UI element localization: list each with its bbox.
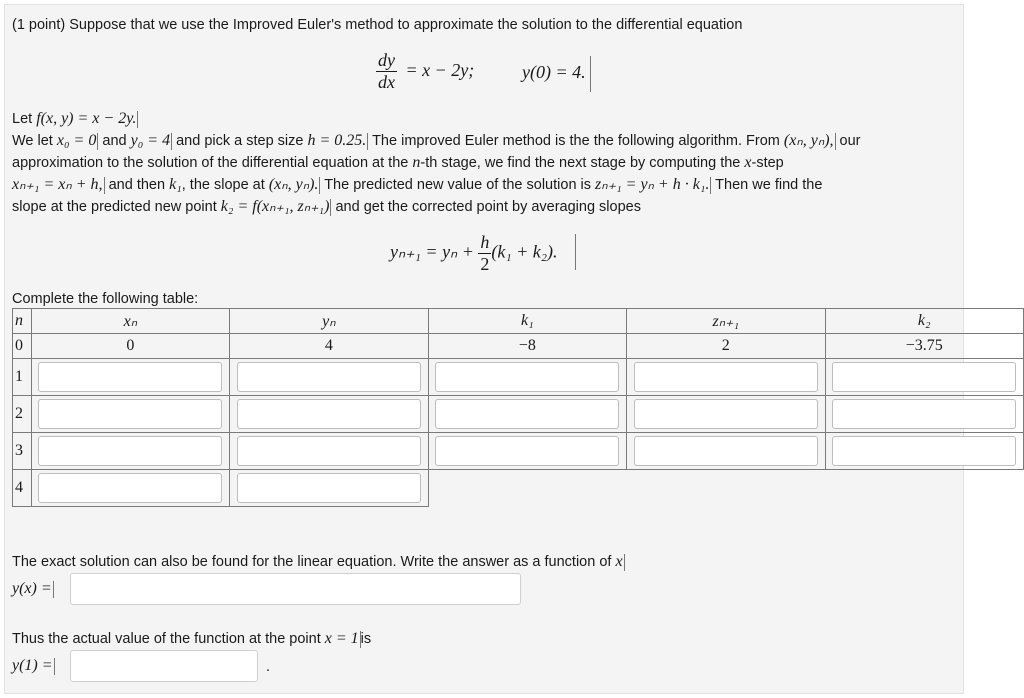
row1-k2-input[interactable] [832,362,1016,392]
and-text: and [102,133,127,149]
approximation-line [12,154,784,172]
row1-k1-cell [428,359,626,396]
table-instruction: Complete the following table: [12,291,199,307]
row4-yn-input[interactable] [237,473,421,503]
euler-table [12,308,1024,507]
row2-z-cell [627,396,825,433]
row1-k1-input[interactable] [435,362,619,392]
dy-numerator: dy [378,50,395,70]
initial-condition: y(0) = 4. [522,62,586,82]
row1-z-cell [627,359,825,396]
point-expr: (xₙ, yₙ). [268,176,319,193]
let-f-line [12,110,138,128]
row0-k2: −3.75 [825,334,1024,359]
row1-xn-cell [31,359,229,396]
row1-yn-input[interactable] [237,362,421,392]
row0-yn: 4 [230,334,428,359]
row0-k1: −8 [428,334,626,359]
header-z: zₙ₊₁ [627,309,825,334]
row3-xn-input[interactable] [38,436,222,466]
table-row [13,334,1024,359]
predicted-text: The predicted new value of the solution is [324,177,592,193]
period-mark: . [266,659,271,675]
update-rest: (k₁ + k₂). [491,241,558,262]
update-lhs: yₙ₊₁ = yₙ + [390,241,474,262]
row4-xn-cell [31,470,229,507]
points-label: (1 point) [12,17,66,33]
row3-z-input[interactable] [634,436,818,466]
yx-label-text: y(x) = [12,580,52,597]
row3-k2-cell [825,433,1024,470]
cursor-mark [97,133,98,150]
two-denominator: 2 [480,254,490,274]
dx-denominator: dx [378,72,395,92]
x0-expr: x₀ = 0 [56,132,97,149]
params-line [12,132,861,150]
cursor-mark [330,199,331,216]
row1-k2-cell [825,359,1024,396]
row3-k2-input[interactable] [832,436,1016,466]
intro-sentence: Suppose that we use the Improved Euler's method to approximate the solution to the differential equation [69,17,743,33]
row3-z-cell [627,433,825,470]
algorithm-line [12,176,822,194]
de-rhs: = x − 2y; [405,59,475,80]
header-yn: yₙ [230,309,428,334]
row0-n: 0 [13,334,32,359]
table-header-row [13,309,1024,334]
h-expr: h = 0.25. [307,132,367,149]
row2-yn-cell [230,396,428,433]
empty-cell [825,470,1024,507]
slope-line [12,198,641,216]
differential-equation [376,50,474,93]
row3-k1-input[interactable] [435,436,619,466]
approx-text: approximation to the solution of the differential equation at the [12,155,409,171]
step-text: -step [751,155,784,171]
cursor-mark [367,133,368,150]
cursor-mark [835,133,836,150]
header-k1: k₁ [428,309,626,334]
h-numerator: h [480,232,490,252]
intro-line [12,16,742,34]
cursor-mark [590,56,591,92]
k1-var: k₁ [169,176,182,193]
actual-value-input[interactable] [70,650,258,682]
x-var: x [615,553,623,570]
improved-text: The improved Euler method is the the following algorithm. From [372,133,780,149]
empty-cell [428,470,626,507]
cursor-mark [319,177,320,194]
x-next-expr: xₙ₊₁ = xₙ + h, [12,176,103,193]
empty-cell [627,470,825,507]
row4-xn-input[interactable] [38,473,222,503]
cursor-mark [171,133,172,150]
dy-dx-fraction [376,50,397,93]
is-text: is [360,631,372,647]
and-then-text: and then [108,177,166,193]
table-row [13,470,1024,507]
cursor-mark [54,658,55,675]
update-formula [390,232,558,275]
row2-xn-input[interactable] [38,399,222,429]
cursor-mark [624,554,625,571]
table-row [13,433,1024,470]
x-equals-one: x = 1 [324,630,359,647]
row0-xn: 0 [31,334,229,359]
row1-xn-input[interactable] [38,362,222,392]
table-row [13,359,1024,396]
our-text: our [839,133,861,149]
row0-z: 2 [627,334,825,359]
y1-label-text: y(1) = [12,657,53,674]
row2-k2-cell [825,396,1024,433]
header-xn: xₙ [31,309,229,334]
exact-text: The exact solution can also be found for the linear equation. Write the answer as a function of [12,554,612,570]
slope-text: slope at the predicted new point [12,199,217,215]
cursor-mark [575,234,576,270]
z-expr: zₙ₊₁ = yₙ + h · k₁. [595,176,710,193]
row2-n: 2 [13,396,32,433]
then-text: Then we find the [715,177,823,193]
yx-label [12,580,54,598]
slope-at-text: , the slope at [181,177,265,193]
row2-k1-input[interactable] [435,399,619,429]
corrected-text: and get the corrected point by averaging slopes [335,199,641,215]
row3-yn-input[interactable] [237,436,421,466]
y0-expr: y₀ = 4 [130,132,171,149]
n-var: n [412,154,421,171]
actual-text: Thus the actual value of the function at the point [12,631,321,647]
row3-k1-cell [428,433,626,470]
row2-yn-input[interactable] [237,399,421,429]
y1-label [12,657,55,675]
row3-xn-cell [31,433,229,470]
row2-xn-cell [31,396,229,433]
row2-z-input[interactable] [634,399,818,429]
exact-solution-input[interactable] [70,573,521,605]
row1-yn-cell [230,359,428,396]
h-over-2-fraction [478,232,491,275]
row3-n: 3 [13,433,32,470]
xn-yn-expr: (xₙ, yₙ), [783,132,834,149]
stage-text: -th stage, we find the next stage by computing the [420,155,741,171]
f-definition: f(x, y) = x − 2y. [36,110,137,127]
row2-k2-input[interactable] [832,399,1016,429]
actual-value-text [12,630,371,648]
table-row [13,396,1024,433]
cursor-mark [137,111,138,128]
row4-n: 4 [13,470,32,507]
exact-solution-text [12,553,625,571]
let-label: Let [12,111,33,127]
k2-expr: k₂ = f(xₙ₊₁, zₙ₊₁) [220,198,330,215]
row2-k1-cell [428,396,626,433]
cursor-mark [53,581,54,598]
cursor-mark [710,177,711,194]
cursor-mark [104,177,105,194]
we-let-text: We let [12,133,53,149]
header-k2: k₂ [825,309,1024,334]
x-var: x [744,154,752,171]
row1-z-input[interactable] [634,362,818,392]
row3-yn-cell [230,433,428,470]
row1-n: 1 [13,359,32,396]
step-size-text: and pick a step size [176,133,304,149]
header-n: n [13,309,32,334]
row4-yn-cell [230,470,428,507]
